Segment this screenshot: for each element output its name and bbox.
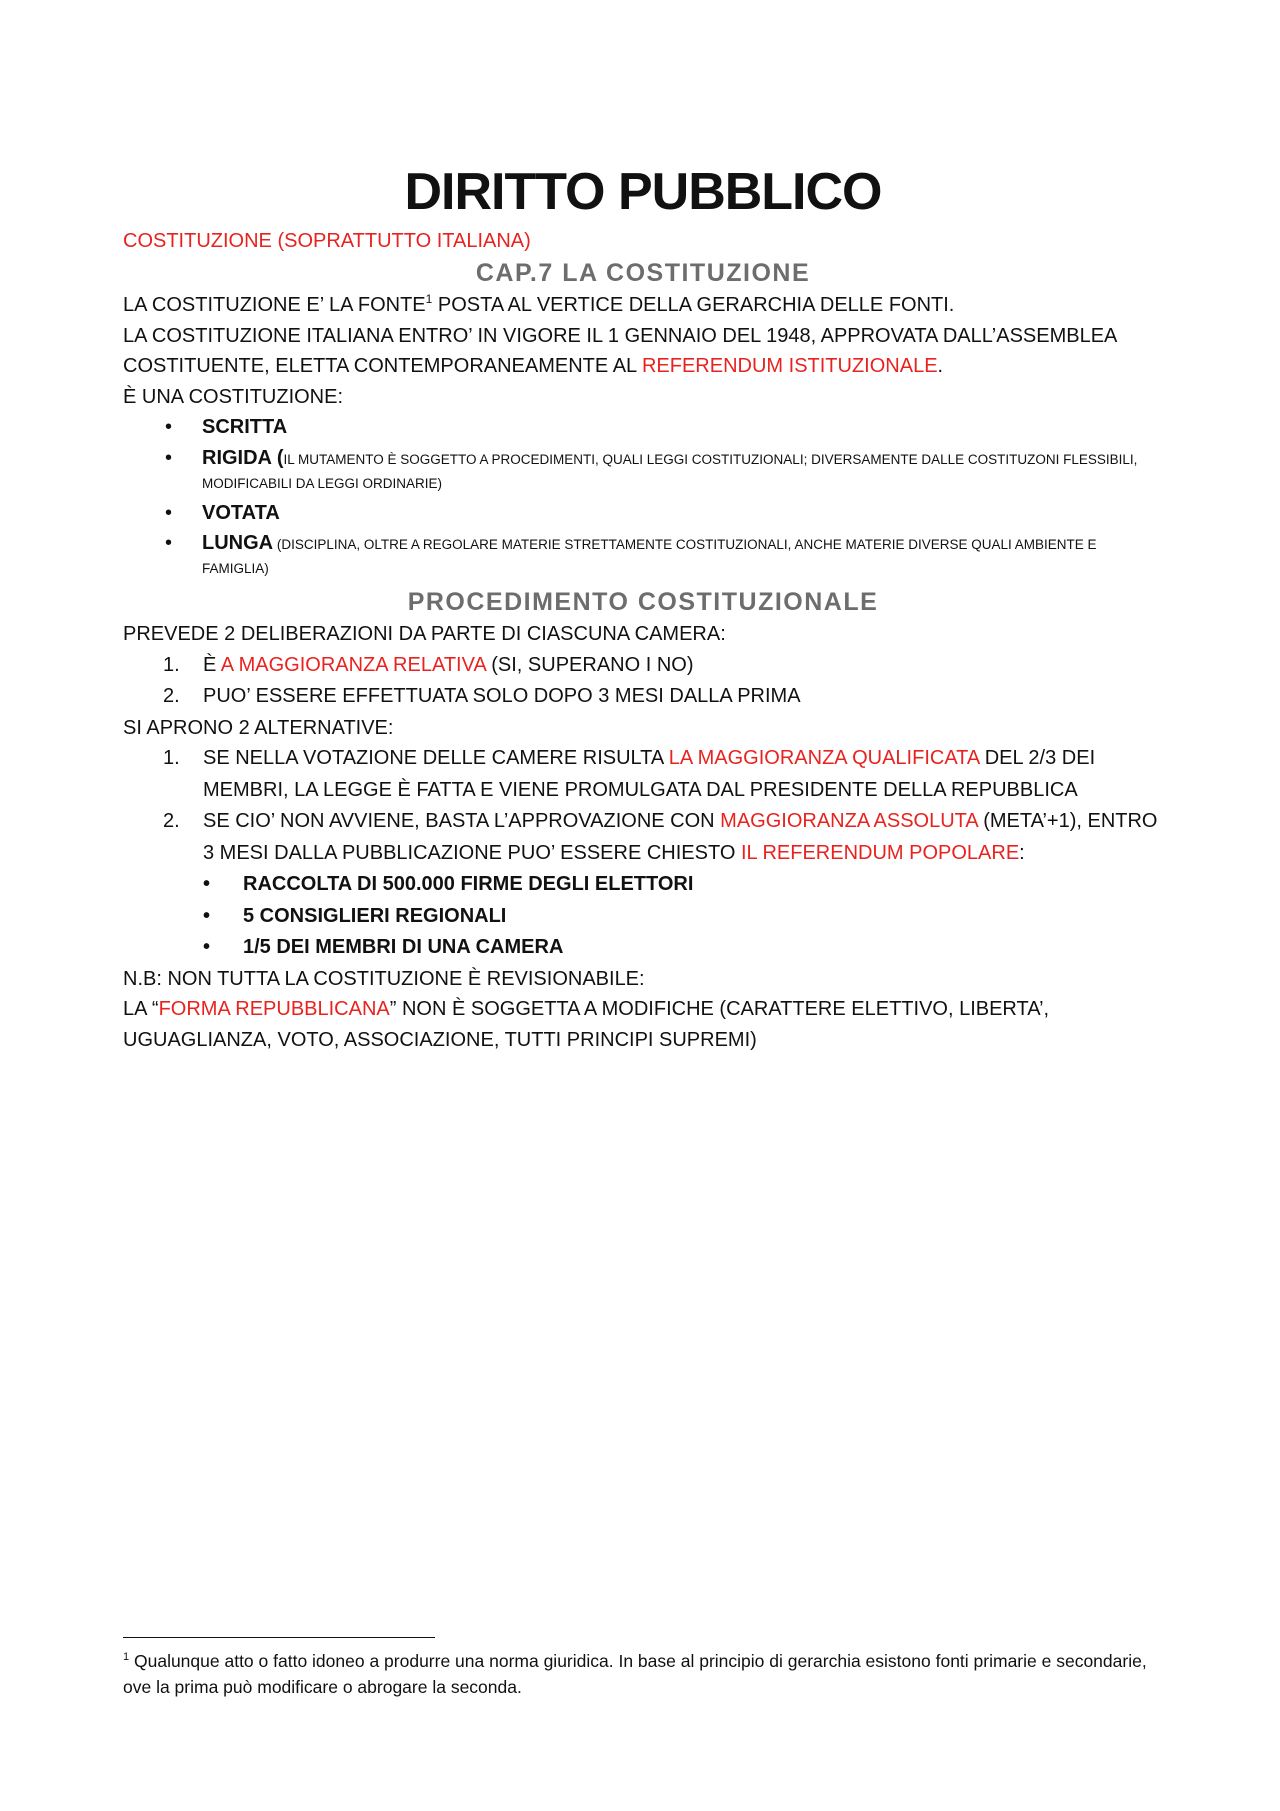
text-span: DEL 2/3 DEI MEMBRI, LA LEGGE È FATTA E VIENE PROMULGATA DAL PRESIDENTE DELLA REPUBBLICA (203, 747, 1096, 801)
text-span: PUO’ ESSERE EFFETTUATA SOLO DOPO 3 MESI DALLA PRIMA (203, 685, 801, 707)
list-item-note: (DISCIPLINA, OLTRE A REGOLARE MATERIE STRETTAMENTE COSTITUZIONALI, ANCHE MATERIE DIVERSE QUALI AMBIENTE E FAMIGLIA) (202, 537, 1097, 576)
list-item-rigida (165, 443, 1163, 498)
document-subtitle: COSTITUZIONE (SOPRATTUTTO ITALIANA) (123, 230, 531, 252)
list-item-alternative-1 (163, 743, 1163, 806)
list-item-label: SCRITTA (202, 416, 288, 438)
paragraph-fonte (123, 290, 1163, 321)
list-item-membri (203, 932, 1163, 964)
list-number: 2. (163, 685, 180, 707)
document-title: DIRITTO PUBBLICO (404, 163, 882, 221)
list-number: 2. (163, 810, 180, 832)
highlight-referendum-istituzionale: REFERENDUM ISTITUZIONALE (641, 355, 938, 377)
paragraph-vigore: LA COSTITUZIONE ITALIANA ENTRO’ IN VIGORE IL 1 GENNAIO DEL 1948, APPROVATA DALL’ASSEMBLEA (123, 324, 1118, 347)
bullet-icon: • (203, 936, 211, 958)
characteristics-list (123, 412, 1163, 583)
footnote-ref: 1 (425, 292, 433, 306)
list-number: 1. (163, 747, 180, 769)
paragraph-nb: N.B: NON TUTTA LA COSTITUZIONE È REVISIONABILE: (123, 967, 645, 990)
text-span: . (937, 355, 944, 377)
paragraph-forma-repubblicana (123, 994, 1163, 1055)
bullet-icon: • (203, 873, 211, 895)
list-item-step-1 (163, 650, 1163, 682)
text-span: COSTITUENTE, ELETTA CONTEMPORANEAMENTE AL (123, 355, 642, 377)
highlight-referendum-popolare: IL REFERENDUM POPOLARE (740, 841, 1020, 864)
text-span: POSTA AL VERTICE DELLA GERARCHIA DELLE FONTI. (432, 294, 955, 316)
alternatives-list (123, 743, 1163, 869)
highlight-maggioranza-assoluta: MAGGIORANZA ASSOLUTA (720, 810, 978, 832)
document-body (123, 160, 1163, 1055)
text-span: È (203, 653, 221, 676)
list-item-step-2 (163, 681, 1163, 713)
highlight-maggioranza-relativa: A MAGGIORANZA RELATIVA (220, 653, 486, 676)
list-item-label: 1/5 DEI MEMBRI DI UNA CAMERA (243, 936, 564, 958)
section-heading-costituzione: CAP.7 LA COSTITUZIONE (475, 259, 811, 287)
list-item-votata (165, 498, 1163, 529)
list-item-label: LUNGA (202, 532, 274, 554)
list-number: 1. (163, 653, 180, 676)
text-span: ” NON È SOGGETTA A MODIFICHE (CARATTERE ELETTIVO, LIBERTA’, UGUAGLIANZA, VOTO, ASSOCIAZIONE, TUTTI PRINCIPI SUPREMI) (123, 998, 1050, 1051)
paragraph-costituente (123, 351, 1163, 382)
section-heading-procedimento: PROCEDIMENTO COSTITUZIONALE (407, 588, 879, 616)
list-item-label: RIGIDA ( (202, 446, 284, 469)
referendum-requesters-list (123, 869, 1163, 964)
bullet-icon: • (165, 446, 173, 469)
list-item-label: 5 CONSIGLIERI REGIONALI (243, 904, 507, 927)
text-span: LA “ (123, 998, 159, 1020)
bullet-icon: • (165, 416, 173, 438)
paragraph-prevede: PREVEDE 2 DELIBERAZIONI DA PARTE DI CIASCUNA CAMERA: (123, 623, 726, 645)
footnote-text: Qualunque atto o fatto idoneo a produrre una norma giuridica. In base al principio di gerarchia esistono fonti primarie e secondarie, ove la prima può modificare o abrogare la seconda. (123, 1651, 1147, 1697)
highlight-forma-repubblicana: FORMA REPUBBLICANA (158, 998, 390, 1020)
list-item-label: VOTATA (202, 501, 280, 524)
list-item-label: RACCOLTA DI 500.000 FIRME DEGLI ELETTORI (243, 873, 694, 895)
text-span: (SI, SUPERANO I NO) (485, 653, 694, 676)
list-item-alternative-2 (163, 806, 1163, 869)
list-item-consiglieri (203, 901, 1163, 933)
text-span: SE NELLA VOTAZIONE DELLE CAMERE RISULTA (203, 747, 669, 769)
bullet-icon: • (165, 532, 173, 554)
highlight-maggioranza-qualificata: LA MAGGIORANZA QUALIFICATA (668, 747, 980, 769)
footnote-divider (123, 1637, 435, 1638)
list-item-note: IL MUTAMENTO È SOGGETTO A PROCEDIMENTI, QUALI LEGGI COSTITUZIONALI; DIVERSAMENTE DALLE COSTITUZONI FLESSIBILI, MODIFICABILI DA LEGGI ORDINARIE) (202, 451, 1138, 491)
paragraph-una-costituzione: È UNA COSTITUZIONE: (123, 385, 344, 408)
text-span: LA COSTITUZIONE E’ LA FONTE (123, 294, 426, 316)
list-item-scritta (165, 412, 1163, 443)
bullet-icon: • (165, 501, 173, 524)
paragraph-alternative: SI APRONO 2 ALTERNATIVE: (123, 716, 394, 739)
text-span: SE CIO’ NON AVVIENE, BASTA L’APPROVAZIONE CON (203, 810, 721, 832)
footnote (123, 1648, 1163, 1700)
deliberation-steps (123, 650, 1163, 713)
list-item-lunga (165, 528, 1163, 583)
bullet-icon: • (203, 904, 211, 927)
text-span: : (1019, 841, 1025, 864)
list-item-firme (203, 869, 1163, 901)
footnote-number: 1 (123, 1651, 130, 1663)
text-span: (META’+1), ENTRO 3 MESI DALLA PUBBLICAZIONE PUO’ ESSERE CHIESTO (203, 810, 1158, 864)
